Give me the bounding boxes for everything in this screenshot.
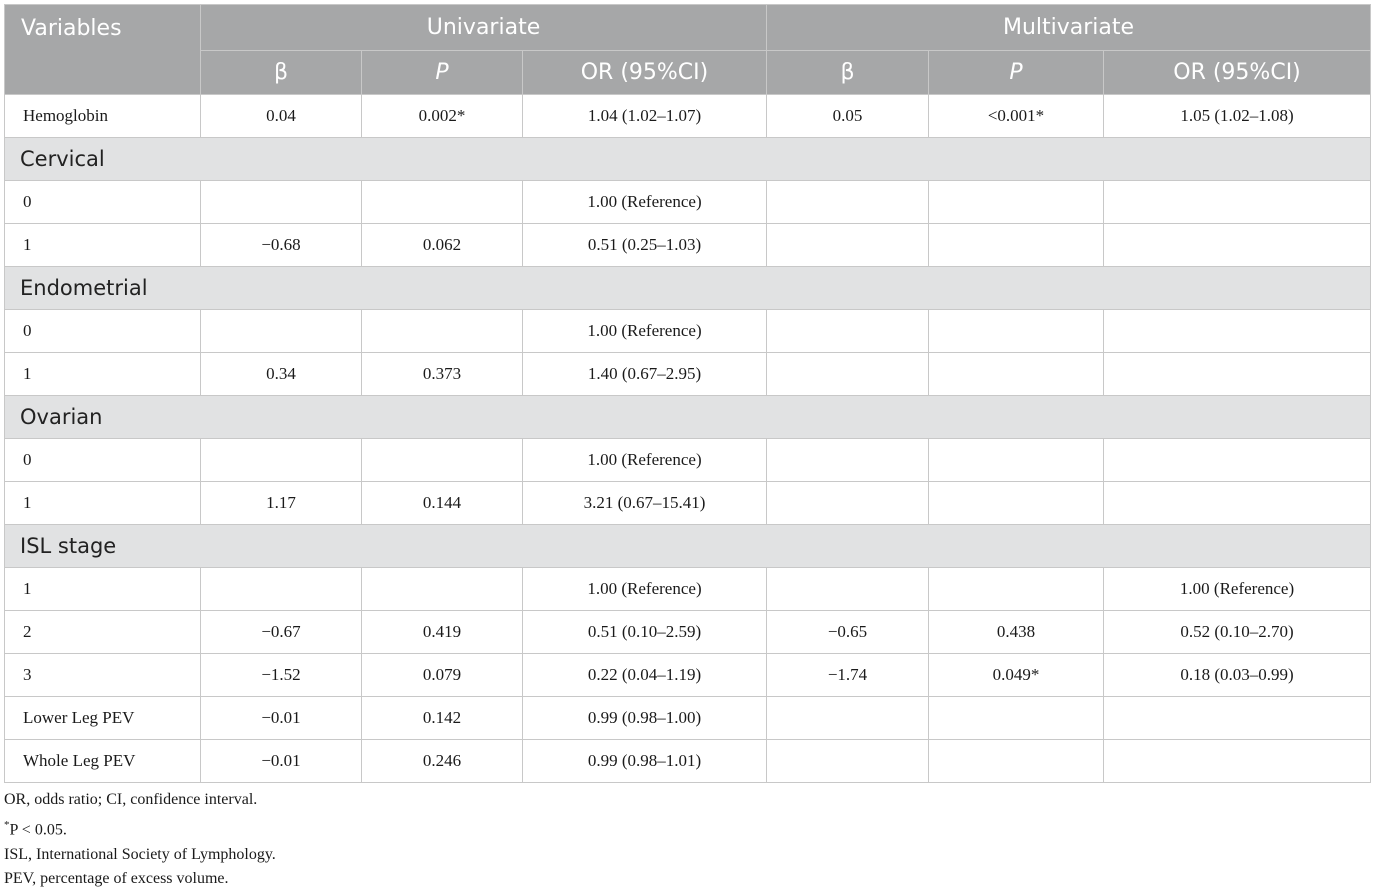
univariate-or-cell: 0.99 (0.98–1.01) — [523, 740, 767, 783]
univariate-or-cell: 1.00 (Reference) — [523, 568, 767, 611]
univariate-beta-cell — [201, 310, 362, 353]
section-label: ISL stage — [5, 525, 1371, 568]
univariate-or-cell: 3.21 (0.67–15.41) — [523, 482, 767, 525]
multivariate-beta-cell — [767, 482, 929, 525]
footnote-or-ci: OR, odds ratio; CI, confidence interval. — [4, 791, 258, 808]
table-row — [5, 482, 1371, 525]
multivariate-or-cell: 0.18 (0.03–0.99) — [1104, 654, 1371, 697]
row-label: 2 — [5, 611, 201, 654]
multivariate-p-cell: 0.438 — [929, 611, 1104, 654]
section-row — [5, 525, 1371, 568]
univariate-beta-cell: −0.68 — [201, 224, 362, 267]
univariate-or-header: OR (95%CI) — [523, 51, 767, 95]
multivariate-p-cell — [929, 310, 1104, 353]
regression-table — [4, 4, 1371, 783]
univariate-or-cell: 1.00 (Reference) — [523, 181, 767, 224]
univariate-beta-header: β — [201, 51, 362, 95]
table-row — [5, 353, 1371, 396]
table-row — [5, 611, 1371, 654]
univariate-beta-cell: −0.01 — [201, 740, 362, 783]
multivariate-p-cell: 0.049* — [929, 654, 1104, 697]
multivariate-or-cell — [1104, 697, 1371, 740]
univariate-p-cell: 0.144 — [362, 482, 523, 525]
univariate-or-cell: 1.00 (Reference) — [523, 310, 767, 353]
univariate-p-cell: 0.142 — [362, 697, 523, 740]
section-row — [5, 267, 1371, 310]
table-header — [5, 5, 1371, 95]
multivariate-p-cell — [929, 181, 1104, 224]
univariate-beta-cell: 0.34 — [201, 353, 362, 396]
multivariate-beta-cell — [767, 740, 929, 783]
univariate-p-cell: 0.002* — [362, 95, 523, 138]
univariate-beta-cell: −0.01 — [201, 697, 362, 740]
row-label: 1 — [5, 353, 201, 396]
multivariate-beta-cell — [767, 353, 929, 396]
footnote-sig-marker: * — [4, 818, 10, 831]
univariate-p-cell: 0.062 — [362, 224, 523, 267]
row-label: 1 — [5, 224, 201, 267]
univariate-p-cell — [362, 439, 523, 482]
row-label: Hemoglobin — [5, 95, 201, 138]
variables-header: Variables — [5, 5, 201, 95]
row-label: 3 — [5, 654, 201, 697]
univariate-p-cell: 0.246 — [362, 740, 523, 783]
multivariate-or-cell — [1104, 740, 1371, 783]
multivariate-beta-header: β — [767, 51, 929, 95]
row-label: 0 — [5, 310, 201, 353]
row-label: Whole Leg PEV — [5, 740, 201, 783]
univariate-p-cell — [362, 568, 523, 611]
row-label: Lower Leg PEV — [5, 697, 201, 740]
univariate-header: Univariate — [201, 5, 767, 51]
multivariate-p-cell — [929, 439, 1104, 482]
multivariate-or-header: OR (95%CI) — [1104, 51, 1371, 95]
multivariate-beta-cell: −1.74 — [767, 654, 929, 697]
multivariate-or-cell: 0.52 (0.10–2.70) — [1104, 611, 1371, 654]
section-row — [5, 396, 1371, 439]
row-label: 0 — [5, 439, 201, 482]
univariate-or-cell: 0.22 (0.04–1.19) — [523, 654, 767, 697]
multivariate-beta-cell — [767, 568, 929, 611]
table-row — [5, 568, 1371, 611]
univariate-or-cell: 1.40 (0.67–2.95) — [523, 353, 767, 396]
multivariate-or-cell — [1104, 482, 1371, 525]
univariate-or-cell: 0.51 (0.25–1.03) — [523, 224, 767, 267]
multivariate-or-cell — [1104, 439, 1371, 482]
multivariate-beta-cell — [767, 224, 929, 267]
univariate-beta-cell — [201, 568, 362, 611]
univariate-beta-cell: −1.52 — [201, 654, 362, 697]
row-label: 1 — [5, 482, 201, 525]
multivariate-p-cell — [929, 568, 1104, 611]
multivariate-beta-cell: 0.05 — [767, 95, 929, 138]
univariate-or-cell: 1.04 (1.02–1.07) — [523, 95, 767, 138]
univariate-p-cell: 0.373 — [362, 353, 523, 396]
multivariate-header: Multivariate — [767, 5, 1371, 51]
univariate-beta-cell: 0.04 — [201, 95, 362, 138]
table-row — [5, 439, 1371, 482]
multivariate-beta-cell — [767, 439, 929, 482]
table-row — [5, 697, 1371, 740]
multivariate-or-cell — [1104, 310, 1371, 353]
section-label: Endometrial — [5, 267, 1371, 310]
multivariate-p-cell — [929, 697, 1104, 740]
univariate-p-header: P — [362, 51, 523, 95]
multivariate-p-cell — [929, 482, 1104, 525]
univariate-p-cell — [362, 181, 523, 224]
table-row — [5, 181, 1371, 224]
table-row — [5, 224, 1371, 267]
univariate-or-cell: 0.99 (0.98–1.00) — [523, 697, 767, 740]
univariate-p-cell — [362, 310, 523, 353]
section-label: Ovarian — [5, 396, 1371, 439]
row-label: 1 — [5, 568, 201, 611]
multivariate-p-cell — [929, 740, 1104, 783]
multivariate-p-cell — [929, 224, 1104, 267]
multivariate-beta-cell — [767, 181, 929, 224]
footnote-isl: ISL, International Society of Lymphology. — [4, 845, 276, 863]
multivariate-or-cell — [1104, 353, 1371, 396]
section-label: Cervical — [5, 138, 1371, 181]
multivariate-p-header: P — [929, 51, 1104, 95]
table-row — [5, 95, 1371, 138]
multivariate-or-cell: 1.00 (Reference) — [1104, 568, 1371, 611]
univariate-or-cell: 1.00 (Reference) — [523, 439, 767, 482]
univariate-or-cell: 0.51 (0.10–2.59) — [523, 611, 767, 654]
univariate-p-cell: 0.079 — [362, 654, 523, 697]
row-label: 0 — [5, 181, 201, 224]
multivariate-beta-cell — [767, 310, 929, 353]
multivariate-beta-cell: −0.65 — [767, 611, 929, 654]
table-row — [5, 740, 1371, 783]
multivariate-or-cell — [1104, 181, 1371, 224]
footnotes — [4, 788, 276, 892]
univariate-beta-cell — [201, 439, 362, 482]
multivariate-beta-cell — [767, 697, 929, 740]
footnote-significance — [4, 813, 276, 843]
section-row — [5, 138, 1371, 181]
footnote-pev: PEV, percentage of excess volume. — [4, 870, 229, 888]
table-body — [5, 95, 1371, 783]
univariate-beta-cell: 1.17 — [201, 482, 362, 525]
multivariate-p-cell: <0.001* — [929, 95, 1104, 138]
table-row — [5, 310, 1371, 353]
table-row — [5, 654, 1371, 697]
multivariate-or-cell: 1.05 (1.02–1.08) — [1104, 95, 1371, 138]
univariate-p-cell: 0.419 — [362, 611, 523, 654]
multivariate-or-cell — [1104, 224, 1371, 267]
footnote-sig-text: P < 0.05. — [9, 821, 67, 839]
univariate-beta-cell: −0.67 — [201, 611, 362, 654]
multivariate-p-cell — [929, 353, 1104, 396]
univariate-beta-cell — [201, 181, 362, 224]
